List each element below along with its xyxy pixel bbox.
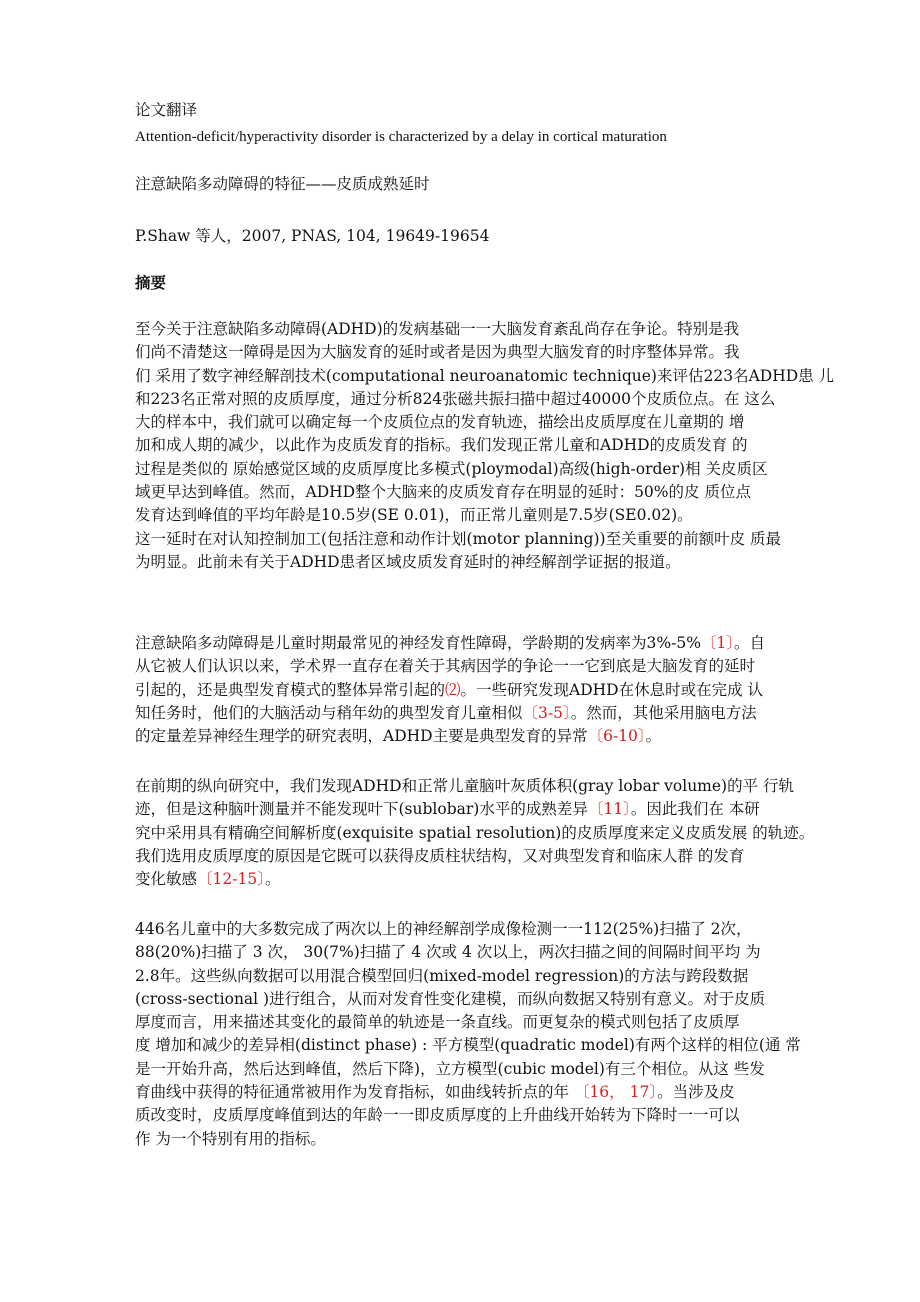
paragraph-line: 究中采用具有精确空间解析度(exquisite spatial resolution)的皮质厚度来定义皮质发展 的轨迹。 [135,823,815,842]
reference-citation[interactable]: 〔3-5〕 [522,703,571,722]
paragraph-line: (cross-sectional )进行组合，从而对发育性变化建模，而纵向数据又特别有意义。对于皮质 [135,989,766,1008]
paragraph-line: 注意缺陷多动障碍是儿童时期最常见的神经发育性障碍，学龄期的发病率为3%-5%〔1〕。自 [135,634,766,652]
paragraph-line: 在前期的纵向研究中，我们发现ADHD和正常儿童脑叶灰质体积(gray lobar volume)的平 行轨 [135,777,795,795]
intro-paragraph-1 [135,632,800,748]
intro-paragraph-2 [135,775,815,891]
abstract-heading: 摘要 [135,273,167,292]
paragraph-line: 2.8年。这些纵向数据可以用混合模型回归(mixed-model regression)的方法与跨段数据 [135,966,749,985]
english-title: Attention-deficit/hyperactivity disorder is characterized by a delay in cortical maturation [135,129,667,145]
citation: P.Shaw 等人，2007, PNAS, 104, 19649-19654 [135,227,490,245]
paragraph-line: 质改变时，皮质厚度峰值到达的年龄一一即皮质厚度的上升曲线开始转为下降时一一可以 [135,1106,740,1125]
reference-citation[interactable]: 〔11〕 [587,800,631,819]
abstract-line: 这一延时在对认知控制加工(包括注意和动作计划(motor planning))至关重要的前额叶皮 质最 [135,529,781,548]
abstract-line: 们 采用了数字神经解剖技术(computational neuroanatomic technique)来评估223名ADHD患 儿 [135,366,835,385]
abstract-line: 过程是类似的 原始感觉区域的皮质厚度比多模式(ploymodal)高级(high-order)相 关皮质区 [135,459,768,478]
document-label: 论文翻译 [135,101,198,119]
abstract-line: 发育达到峰值的平均年龄是10.5岁(SE 0.01)，而正常儿童则是7.5岁(SE0.02)。 [135,506,693,525]
reference-citation[interactable]: 〔12-15〕 [197,870,265,889]
chinese-title: 注意缺陷多动障碍的特征——皮质成熟延时 [135,175,430,193]
paragraph-line: 引起的，还是典型发育模式的整体异常引起的⑵。一些研究发现ADHD在休息时或在完成 认 [135,680,764,699]
reference-citation[interactable]: 〔1〕 [700,634,735,652]
paragraph-line: 变化敏感〔12-15〕。 [135,870,281,889]
reference-citation[interactable]: ⑵ [445,680,461,699]
abstract-paragraph [135,318,835,574]
paragraph-line: 迹，但是这种脑叶测量并不能发现叶下(sublobar)水平的成熟差异〔11〕。因此我们在 本研 [135,800,760,819]
abstract-line: 至今关于注意缺陷多动障碍(ADHD)的发病基础一一大脑发育紊乱尚存在争论。特别是我 [135,320,740,338]
abstract-line: 们尚不清楚这一障碍是因为大脑发育的延时或者是因为典型大脑发育的时序整体异常。我 [135,343,740,362]
abstract-line: 为明显。此前未有关于ADHD患者区域皮质发育延时的神经解剖学证据的报道。 [135,552,681,571]
paragraph-line: 育曲线中获得的特征通常被用作为发育指标，如曲线转折点的年 〔16， 17〕。当涉及皮 [135,1083,735,1102]
paragraph-line: 知任务时，他们的大脑活动与稍年幼的典型发育儿童相似〔3-5〕。然而，其他采用脑电方法 [135,703,757,722]
abstract-line: 域更早达到峰值。然而，ADHD整个大脑来的皮质发育存在明显的延时：50%的皮 质位点 [135,483,751,502]
abstract-line: 加和成人期的减少，以此作为皮质发育的指标。我们发现正常儿童和ADHD的皮质发育 的 [135,436,748,455]
reference-citation[interactable]: 〔6-10〕 [587,727,646,746]
paragraph-line: 度 增加和减少的差异相(distinct phase) : 平方模型(quadratic model)有两个这样的相位(通 常 [135,1036,801,1055]
abstract-line: 和223名正常对照的皮质厚度，通过分析824张磁共振扫描中超过40000个皮质位点。在 这么 [135,389,776,408]
intro-paragraph-3 [135,918,800,1151]
paragraph-line: 是一开始升高，然后达到峰值，然后下降)，立方模型(cubic model)有三个相位。从这 些发 [135,1059,765,1078]
reference-citation[interactable]: 〔16， 17〕 [573,1083,658,1102]
paragraph-line: 88(20%)扫描了 3 次， 30(7%)扫描了 4 次或 4 次以上，两次扫描之间的间隔时间平均 为 [135,943,761,962]
paragraph-line: 我们选用皮质厚度的原因是它既可以获得皮质柱状结构，又对典型发育和临床人群 的发育 [135,846,745,865]
paragraph-line: 厚度而言，用来描述其变化的最简单的轨迹是一条直线。而更复杂的模式则包括了皮质厚 [135,1013,740,1032]
paragraph-line: 从它被人们认识以来，学术界一直存在着关于其病因学的争论一一它到底是大脑发育的延时 [135,657,756,676]
paragraph-line: 的定量差异神经生理学的研究表明，ADHD主要是典型发育的异常〔6-10〕。 [135,727,662,746]
abstract-line: 大的样本中，我们就可以确定每一个皮质位点的发育轨迹，描绘出皮质厚度在儿童期的 增 [135,413,745,432]
paragraph-line: 作 为一个特别有用的指标。 [135,1129,326,1148]
paragraph-line: 446名儿童中的大多数完成了两次以上的神经解剖学成像检测一一112(25%)扫描了 2次， [135,920,752,938]
